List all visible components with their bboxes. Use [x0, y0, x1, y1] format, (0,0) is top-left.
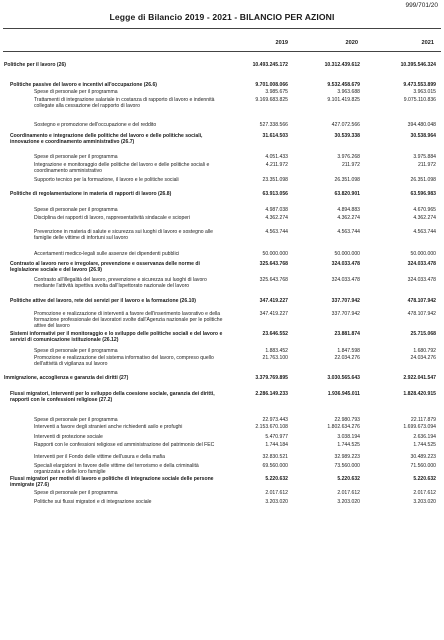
column-header-2020: 2020 [345, 40, 358, 46]
value-cell-2021: 5.220.632 [413, 476, 436, 482]
value-cell-2019: 5.470.977 [265, 434, 288, 440]
row-label: Spese di personale per il programma [34, 490, 118, 496]
value-cell-2020: 1.847.598 [337, 348, 360, 354]
value-cell-2019: 4.362.274 [265, 215, 288, 221]
value-cell-2021: 24.034.276 [410, 355, 436, 361]
value-cell-2019: 3.379.769.895 [255, 375, 288, 381]
value-cell-2020: 50.000.000 [334, 251, 360, 257]
value-cell-2021: 25.715.068 [410, 331, 436, 337]
value-cell-2020: 427.072.566 [331, 122, 360, 128]
row-label: Politiche per il lavoro (26) [4, 62, 66, 68]
row-label: Promozione e realizzazione di interventi a favore dell'inserimento lavorativo e della formazione professionale dei lavoratori svolte dall'Agenzia nazionale per le politiche attive del lavoro [34, 311, 223, 330]
value-cell-2020: 3.203.020 [337, 499, 360, 505]
value-cell-2020: 1.802.634.276 [327, 424, 360, 430]
value-cell-2021: 4.563.744 [413, 229, 436, 235]
value-cell-2020: 337.707.942 [331, 311, 360, 317]
value-cell-2020: 22.034.276 [334, 355, 360, 361]
value-cell-2020: 10.312.439.612 [324, 62, 360, 68]
value-cell-2019: 63.913.056 [262, 191, 288, 197]
value-cell-2021: 4.670.965 [413, 207, 436, 213]
value-cell-2021: 478.107.942 [407, 298, 436, 304]
row-label: Trattamenti di integrazione salariale in costanza di rapporto di lavoro e indennità collegate alla cessazione del rapporto di lavoro [34, 97, 215, 110]
row-label: Rapporti con le confessioni religiose ed amministrazione del patrimonio del FEC [34, 442, 215, 448]
value-cell-2020: 4.563.744 [337, 229, 360, 235]
value-cell-2019: 4.211.972 [265, 162, 288, 168]
value-cell-2020: 1.744.525 [337, 442, 360, 448]
value-cell-2019: 527.338.566 [259, 122, 288, 128]
value-cell-2021: 1.828.420.915 [403, 391, 436, 397]
value-cell-2019: 9.169.683.825 [255, 97, 288, 103]
value-cell-2019: 50.000.000 [262, 251, 288, 257]
row-label: Sostegno e promozione dell'occupazione e del reddito [34, 122, 157, 128]
value-cell-2020: 3.976.268 [337, 154, 360, 160]
value-cell-2021: 324.033.478 [407, 261, 436, 267]
value-cell-2020: 324.033.478 [331, 277, 360, 283]
row-label: Promozione e realizzazione del sistema informativo del lavoro, compreso quello dell'attività di vigilanza sul lavoro [34, 355, 214, 368]
value-cell-2020: 32.989.223 [334, 454, 360, 460]
row-label: Interventi di protezione sociale [34, 434, 103, 440]
value-cell-2021: 50.000.000 [410, 251, 436, 257]
value-cell-2019: 31.614.503 [262, 133, 288, 139]
value-cell-2021: 26.351.098 [410, 177, 436, 183]
value-cell-2019: 1.883.452 [265, 348, 288, 354]
value-cell-2020: 2.017.612 [337, 490, 360, 496]
value-cell-2019: 2.286.149.233 [255, 391, 288, 397]
value-cell-2020: 3.038.194 [337, 434, 360, 440]
value-cell-2019: 23.646.552 [262, 331, 288, 337]
column-header-2019: 2019 [275, 40, 288, 46]
value-cell-2019: 21.763.100 [262, 355, 288, 361]
value-cell-2020: 9.101.419.825 [327, 97, 360, 103]
value-cell-2019: 1.744.184 [265, 442, 288, 448]
value-cell-2019: 3.985.675 [265, 89, 288, 95]
value-cell-2021: 3.963.015 [413, 89, 436, 95]
row-label: Flussi migratori, interventi per lo sviluppo della coesione sociale, garanzia dei diritti, rapporti con le confessioni religiose (27.2) [10, 391, 215, 404]
row-label: Sistemi informativi per il monitoraggio e lo sviluppo delle politiche sociali e del lavoro e servizi di comunicazione istituzionale (26.12) [10, 331, 223, 344]
value-cell-2019: 4.051.433 [265, 154, 288, 160]
value-cell-2019: 325.643.768 [259, 261, 288, 267]
value-cell-2021: 9.473.553.899 [403, 82, 436, 88]
row-label: Speciali elargizioni in favore delle vittime del terrorismo e della criminalità organizzata e delle loro famiglie [34, 463, 199, 476]
value-cell-2019: 4.987.038 [265, 207, 288, 213]
row-label: Immigrazione, accoglienza e garanzia dei diritti (27) [4, 375, 129, 381]
column-header-2021: 2021 [421, 40, 434, 46]
value-cell-2021: 324.033.478 [407, 277, 436, 283]
value-cell-2021: 211.972 [417, 162, 436, 168]
row-label: Accertamenti medico-legali sulle assenze dei dipendenti pubblici [34, 251, 180, 257]
value-cell-2021: 30.489.223 [410, 454, 436, 460]
value-cell-2019: 69.560.000 [262, 463, 288, 469]
value-cell-2021: 4.362.274 [413, 215, 436, 221]
value-cell-2020: 23.881.874 [334, 331, 360, 337]
value-cell-2021: 10.395.546.324 [400, 62, 436, 68]
value-cell-2020: 63.820.901 [334, 191, 360, 197]
value-cell-2020: 211.972 [341, 162, 360, 168]
row-label: Spese di personale per il programma [34, 89, 118, 95]
value-cell-2019: 347.419.227 [259, 298, 288, 304]
value-cell-2021: 1.699.673.094 [403, 424, 436, 430]
value-cell-2020: 1.936.945.011 [327, 391, 360, 397]
row-label: Spese di personale per il programma [34, 154, 118, 160]
value-cell-2020: 9.532.458.679 [327, 82, 360, 88]
value-cell-2021: 1.680.792 [413, 348, 436, 354]
value-cell-2019: 22.973.443 [262, 417, 288, 423]
value-cell-2021: 3.975.884 [413, 154, 436, 160]
value-cell-2020: 5.220.632 [337, 476, 360, 482]
row-label: Politiche attive del lavoro, rete dei servizi per il lavoro e la formazione (26.10) [10, 298, 196, 304]
row-label: Interventi per il Fondo delle vittime dell'usura e della mafia [34, 454, 165, 460]
row-label: Integrazione e monitoraggio delle politiche del lavoro e delle politiche sociali e coordinamento amministrativo [34, 162, 210, 175]
value-cell-2021: 1.744.525 [413, 442, 436, 448]
value-cell-2021: 394.480.048 [407, 122, 436, 128]
value-cell-2019: 347.419.227 [259, 311, 288, 317]
value-cell-2021: 2.636.194 [413, 434, 436, 440]
row-label: Contrasto all'illegalità del lavoro, prevenzione e sicurezza sui luoghi di lavoro mediante l'attività ispettiva svolta dall'Ispettorato nazionale del lavoro [34, 277, 207, 290]
value-cell-2021: 2.017.612 [413, 490, 436, 496]
value-cell-2020: 30.539.338 [334, 133, 360, 139]
value-cell-2021: 30.538.964 [410, 133, 436, 139]
value-cell-2021: 3.203.020 [413, 499, 436, 505]
value-cell-2021: 71.560.000 [410, 463, 436, 469]
row-label: Politiche passive del lavoro e incentivi all'occupazione (26.6) [10, 82, 157, 88]
value-cell-2020: 4.362.274 [337, 215, 360, 221]
row-label: Spese di personale per il programma [34, 207, 118, 213]
value-cell-2021: 9.075.110.836 [403, 97, 436, 103]
value-cell-2020: 3.030.565.643 [327, 375, 360, 381]
value-cell-2021: 63.596.983 [410, 191, 436, 197]
value-cell-2019: 5.220.632 [265, 476, 288, 482]
value-cell-2020: 22.980.793 [334, 417, 360, 423]
value-cell-2019: 2.153.670.108 [255, 424, 288, 430]
row-label: Coordinamento e integrazione delle politiche del lavoro e delle politiche sociali, innovazione e coordinamento amministrativo (26.7) [10, 133, 203, 146]
value-cell-2019: 32.830.521 [262, 454, 288, 460]
page-title: Legge di Bilancio 2019 - 2021 - BILANCIO PER AZIONI [109, 12, 335, 22]
row-label: Politiche sui flussi migratori e di integrazione sociale [34, 499, 152, 505]
value-cell-2019: 3.203.020 [265, 499, 288, 505]
row-label: Spese di personale per il programma [34, 348, 118, 354]
value-cell-2020: 26.351.098 [334, 177, 360, 183]
value-cell-2019: 10.493.245.172 [252, 62, 288, 68]
row-label: Disciplina dei rapporti di lavoro, rappresentatività sindacale e scioperi [34, 215, 191, 221]
value-cell-2020: 73.560.000 [334, 463, 360, 469]
row-label: Flussi migratori per motivi di lavoro e politiche di integrazione sociale delle persone immigrate (27.6) [10, 476, 214, 489]
value-cell-2019: 4.563.744 [265, 229, 288, 235]
value-cell-2020: 3.963.688 [337, 89, 360, 95]
row-label: Politiche di regolamentazione in materia di rapporti di lavoro (26.8) [10, 191, 172, 197]
value-cell-2019: 2.017.612 [265, 490, 288, 496]
row-label: Spese di personale per il programma [34, 417, 118, 423]
value-cell-2020: 324.033.478 [331, 261, 360, 267]
row-label: Interventi a favore degli stranieri anche richiedenti asilo e profughi [34, 424, 183, 430]
value-cell-2021: 2.922.041.547 [403, 375, 436, 381]
row-label: Contrasto al lavoro nero e irregolare, prevenzione e osservanza delle norme di legislazione sociale e del lavoro (26.9) [10, 261, 200, 274]
value-cell-2021: 478.107.942 [407, 311, 436, 317]
value-cell-2019: 325.643.768 [259, 277, 288, 283]
value-cell-2020: 337.707.942 [331, 298, 360, 304]
value-cell-2020: 4.894.883 [337, 207, 360, 213]
row-label: Supporto tecnico per la formazione, il lavoro e le politiche sociali [34, 177, 179, 183]
document-reference: 999/701/20 [405, 2, 438, 9]
row-label: Prevenzione in materia di salute e sicurezza sui luoghi di lavoro e sostegno alle famiglie delle vittime di infortuni sul lavoro [34, 229, 213, 242]
value-cell-2019: 23.351.098 [262, 177, 288, 183]
value-cell-2021: 22.117.879 [410, 417, 436, 423]
value-cell-2019: 9.701.008.066 [255, 82, 288, 88]
